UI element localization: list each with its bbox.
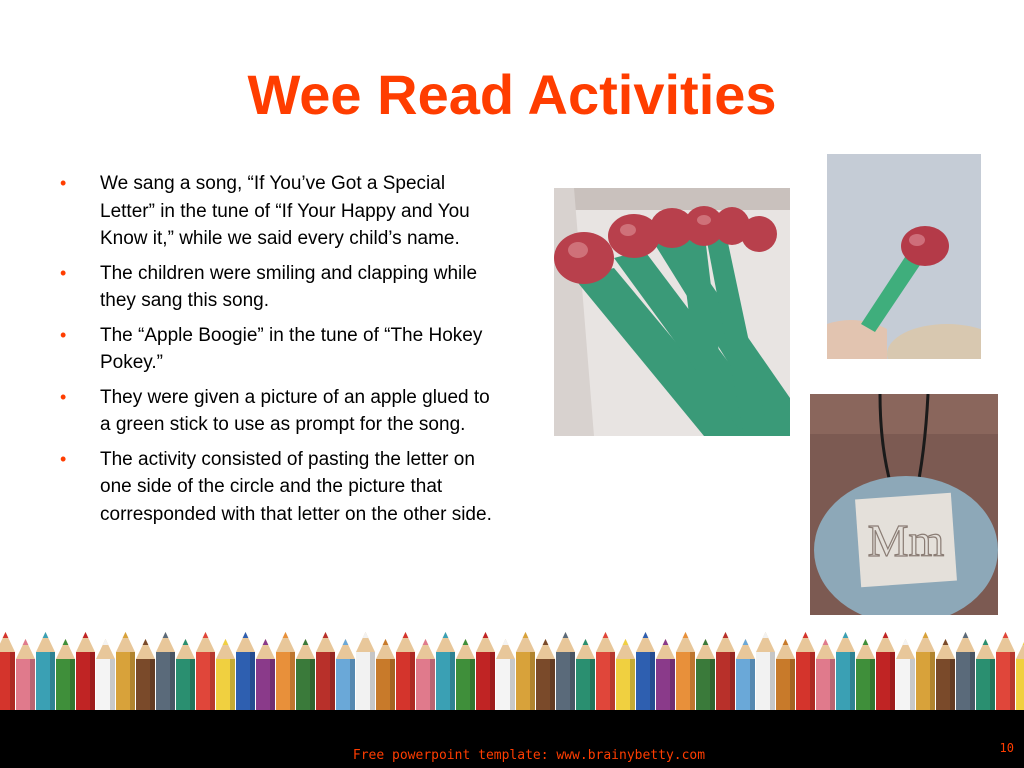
pencil <box>996 632 1015 712</box>
pencil <box>656 639 675 712</box>
pencil <box>716 632 735 712</box>
pencil <box>776 639 795 712</box>
pencil <box>936 639 955 712</box>
slide-title: Wee Read Activities <box>247 63 777 126</box>
pencil <box>676 632 695 712</box>
pencil <box>316 632 335 712</box>
bullet-item <box>60 446 500 529</box>
bullet-item <box>60 170 500 253</box>
letter-card-text: Mm <box>867 515 945 566</box>
bullet-item <box>60 384 500 439</box>
pencil <box>516 632 535 712</box>
pencil <box>276 632 295 712</box>
pencil <box>596 632 615 712</box>
pencil <box>976 639 995 712</box>
photo-apple-sticks-bunch <box>554 188 790 436</box>
pencil <box>396 632 415 712</box>
pencil <box>636 632 655 712</box>
pencil <box>736 639 755 712</box>
pencil <box>0 632 15 712</box>
bullet-marker: • <box>60 262 67 283</box>
pencil <box>376 639 395 712</box>
bullet-item <box>60 322 500 377</box>
bullet-text: The “Apple Boogie” in the tune of “The Hokey Pokey.” <box>100 324 483 373</box>
bullet-marker: • <box>60 386 67 407</box>
bullet-text: We sang a song, “If You’ve Got a Special Letter” in the tune of “If Your Happy and You Know it,” while we said every child’s name. <box>100 173 470 249</box>
pencil <box>856 639 875 712</box>
pencil <box>616 639 635 712</box>
pencil <box>756 632 775 712</box>
pencil <box>576 639 595 712</box>
bullet-list <box>60 170 500 535</box>
pencil <box>916 632 935 712</box>
pencil <box>496 639 515 712</box>
pencil <box>176 639 195 712</box>
pencil <box>76 632 95 712</box>
page-number: 10 <box>999 741 1014 755</box>
pencil <box>356 632 375 712</box>
pencil <box>456 639 475 712</box>
pencil <box>16 639 35 712</box>
bullet-marker: • <box>60 324 67 345</box>
bullet-text: The activity consisted of pasting the letter on one side of the circle and the picture that corresponded with that letter on the other side. <box>100 448 492 525</box>
pencil <box>296 639 315 712</box>
bullet-marker: • <box>60 448 67 469</box>
footer-text: Free powerpoint template: www.brainybetty.com <box>352 748 706 763</box>
pencil <box>56 639 75 712</box>
pencil <box>116 632 135 712</box>
pencil <box>796 632 815 712</box>
bullet-text: The children were smiling and clapping while they sang this song. <box>100 262 478 311</box>
pencil <box>236 632 255 712</box>
pencil <box>876 632 895 712</box>
pencil <box>836 632 855 712</box>
pencil <box>896 639 915 712</box>
pencil <box>416 639 435 712</box>
pencil <box>36 632 55 712</box>
pencil <box>476 632 495 712</box>
pencil <box>696 639 715 712</box>
pencil <box>136 639 155 712</box>
photo-letter-circle <box>810 394 998 615</box>
pencil <box>956 632 975 712</box>
pencil <box>1016 639 1024 712</box>
pencil <box>156 632 175 712</box>
photo-single-apple-stick <box>827 154 981 359</box>
pencil <box>556 632 575 712</box>
pencil <box>336 639 355 712</box>
pencil <box>216 639 235 712</box>
bullet-text: They were given a picture of an apple glued to a green stick to use as prompt for the song. <box>100 386 490 435</box>
bullet-item <box>60 260 500 315</box>
bullet-marker: • <box>60 173 67 193</box>
pencil <box>536 639 555 712</box>
pencil <box>816 639 835 712</box>
pencil <box>96 639 115 712</box>
pencils-decoration <box>0 618 1024 712</box>
pencil <box>256 639 275 712</box>
pencil <box>196 632 215 712</box>
pencil <box>436 632 455 712</box>
